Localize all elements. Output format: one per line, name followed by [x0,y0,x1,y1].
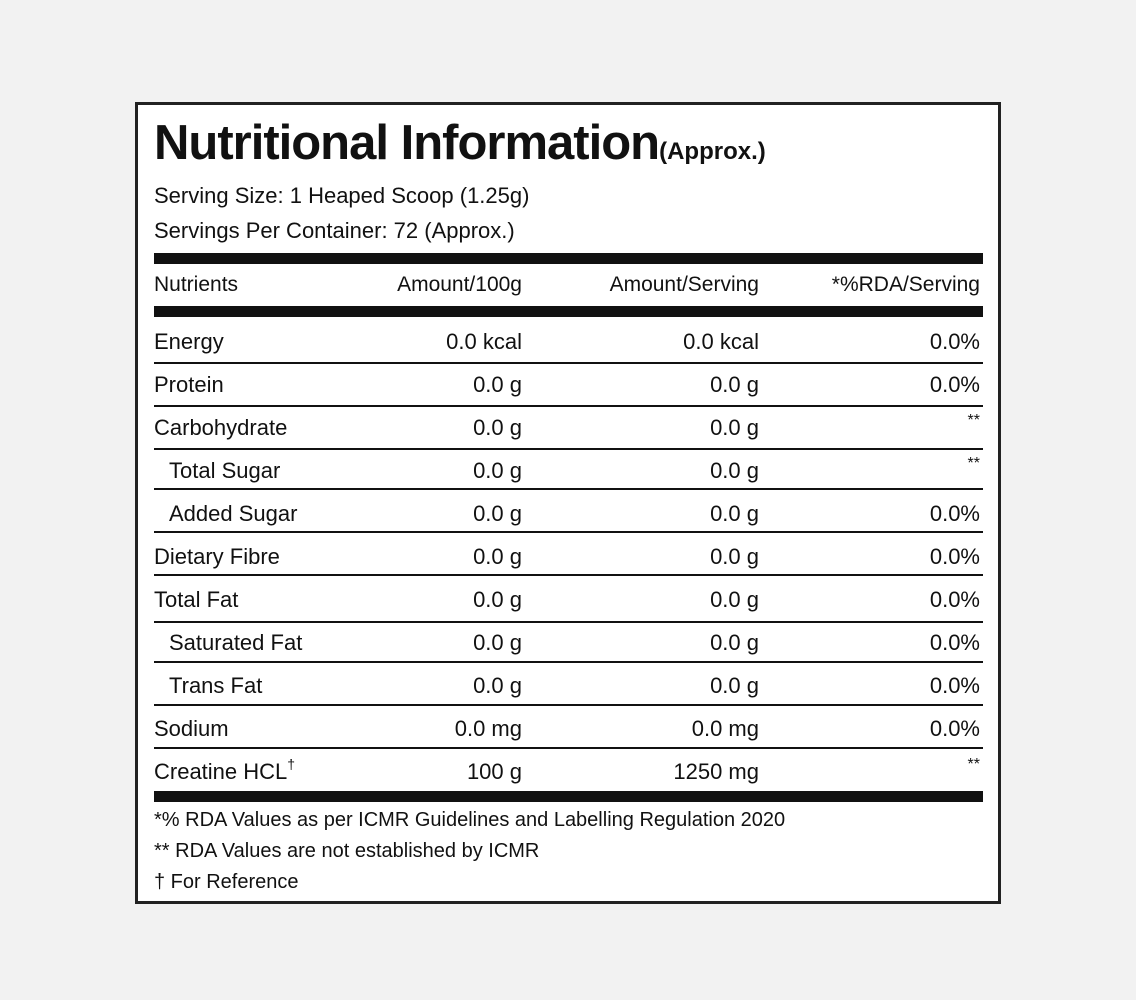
table-row [154,585,983,615]
nutrient-name [154,714,229,744]
amount-per-100g: 0.0 g [473,587,522,612]
nutrient-name-text: Sodium [154,716,229,741]
amount-per-100g: 0.0 g [473,458,522,483]
row-divider [154,531,983,533]
servings-per-container: Servings Per Container: 72 (Approx.) [154,218,515,243]
table-row [154,757,983,787]
footnote-rda-source: *% RDA Values as per ICMR Guidelines and Labelling Regulation 2020 [154,809,786,831]
nutrient-name-text: Creatine HCL [154,759,288,784]
serving-size: Serving Size: 1 Heaped Scoop (1.25g) [154,183,530,208]
table-row [154,499,983,529]
rda-per-serving: 0.0% [929,372,980,397]
title-text: Nutritional Information [154,116,660,170]
nutrient-name-text: Energy [154,329,224,354]
table-row [154,456,983,486]
amount-per-serving: 0.0 g [710,630,759,655]
nutrient-name-text: Protein [154,372,224,397]
table-row [154,370,983,400]
table-row [154,542,983,572]
nutrient-name [169,671,262,701]
footnote-rda-not-established: ** RDA Values are not established by ICMR [154,840,540,862]
amount-per-serving: 0.0 mg [691,716,759,741]
rda-per-serving: 0.0% [929,673,980,698]
nutrient-name-text: Total Sugar [169,458,281,483]
rda-per-serving: 0.0% [929,501,980,526]
rda-per-serving: 0.0% [929,587,980,612]
rda-per-serving: ** [967,455,980,472]
title-suffix: (Approx.) [659,138,766,165]
label-title [154,113,766,182]
nutrient-name [169,456,280,486]
nutrient-name [169,499,297,529]
row-divider [154,448,983,450]
row-divider [154,747,983,749]
row-divider [154,362,983,364]
amount-per-serving: 0.0 kcal [683,329,759,354]
row-divider [154,574,983,576]
nutrient-name-text: Carbohydrate [154,415,288,440]
amount-per-100g: 0.0 mg [454,716,522,741]
header-rule-bottom [154,306,983,317]
table-row [154,714,983,744]
row-divider [154,488,983,490]
amount-per-serving: 0.0 g [710,458,759,483]
amount-per-100g: 0.0 g [473,415,522,440]
nutrient-name [154,370,224,400]
nutrient-name-text: Total Fat [154,587,239,612]
amount-per-100g: 0.0 g [473,673,522,698]
header-rule-top [154,253,983,264]
table-header [154,270,983,300]
amount-per-100g: 100 g [466,759,522,784]
header-nutrients: Nutrients [154,273,239,296]
amount-per-100g: 0.0 kcal [446,329,522,354]
rda-per-serving: 0.0% [929,716,980,741]
dagger-mark: † [287,756,296,772]
rda-per-serving: 0.0% [929,329,980,354]
table-bottom-rule [154,791,983,802]
nutrient-name-text: Dietary Fibre [154,544,280,569]
nutrition-label [135,102,1001,904]
amount-per-100g: 0.0 g [473,501,522,526]
nutrient-name [169,628,302,658]
row-divider [154,405,983,407]
nutrient-name [154,542,280,572]
amount-per-serving: 0.0 g [710,673,759,698]
amount-per-100g: 0.0 g [473,630,522,655]
amount-per-100g: 0.0 g [473,372,522,397]
table-row [154,671,983,701]
amount-per-serving: 0.0 g [710,372,759,397]
nutrient-name [154,413,287,443]
row-divider [154,704,983,706]
header-amount-serving: Amount/Serving [609,273,759,296]
amount-per-serving: 0.0 g [710,501,759,526]
amount-per-100g: 0.0 g [473,544,522,569]
footnote-for-reference: † For Reference [154,871,299,893]
amount-per-serving: 0.0 g [710,415,759,440]
nutrient-name-text: Trans Fat [169,673,263,698]
rda-per-serving: 0.0% [929,630,980,655]
row-divider [154,661,983,663]
rda-per-serving: ** [967,756,980,773]
nutrient-name [154,585,238,615]
amount-per-serving: 0.0 g [710,544,759,569]
row-divider [154,621,983,623]
nutrient-name-text: Saturated Fat [169,630,303,655]
header-amount-100g: Amount/100g [397,273,522,296]
nutrient-name [154,327,224,357]
nutrient-name [154,757,295,787]
amount-per-serving: 0.0 g [710,587,759,612]
rda-per-serving: ** [967,412,980,429]
amount-per-serving: 1250 mg [673,759,759,784]
nutrient-name-text: Added Sugar [169,501,298,526]
header-rda-serving: *%RDA/Serving [831,273,980,296]
rda-per-serving: 0.0% [929,544,980,569]
table-row [154,628,983,658]
table-row [154,413,983,443]
table-row [154,327,983,357]
